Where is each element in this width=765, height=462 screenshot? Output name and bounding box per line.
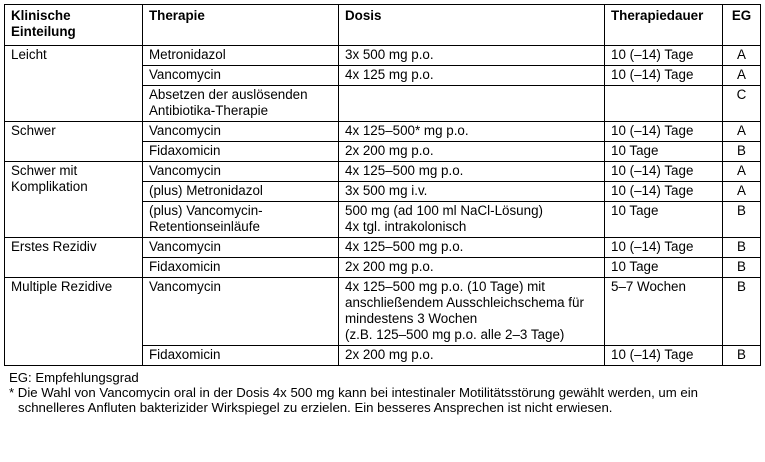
table-body: [5, 46, 761, 366]
therapy-cell: (plus) Metronidazol: [143, 182, 339, 202]
duration-cell: 10 (–14) Tage: [605, 122, 723, 142]
recommendation-grade-cell: A: [723, 162, 761, 182]
duration-cell: [605, 86, 723, 122]
dose-cell: 4x 125–500 mg p.o. (10 Tage) mit anschließendem Ausschleichschema für mindestens 3 Wochen (z.B. 125–500 mg p.o. alle 2–3 Tage): [339, 278, 605, 346]
duration-cell: 10 (–14) Tage: [605, 46, 723, 66]
category-cell: Schwer: [5, 122, 143, 162]
duration-cell: 10 (–14) Tage: [605, 66, 723, 86]
therapy-cell: Fidaxomicin: [143, 142, 339, 162]
recommendation-grade-cell: A: [723, 46, 761, 66]
therapy-cell: Vancomycin: [143, 238, 339, 258]
therapy-cell: Vancomycin: [143, 66, 339, 86]
recommendation-grade-cell: B: [723, 346, 761, 366]
therapy-cell: Vancomycin: [143, 278, 339, 346]
dose-cell: 3x 500 mg i.v.: [339, 182, 605, 202]
header-recommendation-grade: EG: [723, 5, 761, 46]
table-row: [5, 162, 761, 182]
duration-cell: 5–7 Wochen: [605, 278, 723, 346]
recommendation-grade-cell: C: [723, 86, 761, 122]
table-row: [5, 122, 761, 142]
recommendation-grade-cell: B: [723, 238, 761, 258]
dose-cell: 4x 125–500 mg p.o.: [339, 162, 605, 182]
dose-cell: 4x 125–500* mg p.o.: [339, 122, 605, 142]
recommendation-grade-cell: A: [723, 182, 761, 202]
therapy-table: [4, 4, 761, 366]
recommendation-grade-cell: B: [723, 202, 761, 238]
therapy-cell: Fidaxomicin: [143, 346, 339, 366]
footnote-note-line-2: schnelleres Anfluten bakterizider Wirkspiegel zu erzielen. Ein besseres Ansprechen ist nicht erwiesen.: [18, 400, 613, 415]
therapy-cell: Metronidazol: [143, 46, 339, 66]
duration-cell: 10 (–14) Tage: [605, 238, 723, 258]
recommendation-grade-cell: A: [723, 66, 761, 86]
therapy-cell: Absetzen der auslösenden Antibiotika-Therapie: [143, 86, 339, 122]
dose-cell: 4x 125 mg p.o.: [339, 66, 605, 86]
table-row: [5, 46, 761, 66]
footnotes: [9, 370, 765, 415]
dose-cell: 500 mg (ad 100 ml NaCl-Lösung) 4x tgl. intrakolonisch: [339, 202, 605, 238]
header-therapy: Therapie: [143, 5, 339, 46]
recommendation-grade-cell: B: [723, 142, 761, 162]
therapy-cell: Vancomycin: [143, 122, 339, 142]
category-cell: Erstes Rezidiv: [5, 238, 143, 278]
duration-cell: 10 (–14) Tage: [605, 182, 723, 202]
dose-cell: [339, 86, 605, 122]
duration-cell: 10 (–14) Tage: [605, 346, 723, 366]
duration-cell: 10 Tage: [605, 142, 723, 162]
recommendation-grade-cell: B: [723, 258, 761, 278]
table-row: [5, 238, 761, 258]
duration-cell: 10 Tage: [605, 202, 723, 238]
recommendation-grade-cell: A: [723, 122, 761, 142]
dose-cell: 2x 200 mg p.o.: [339, 142, 605, 162]
therapy-cell: Vancomycin: [143, 162, 339, 182]
footnote-legend: EG: Empfehlungsgrad: [9, 370, 139, 385]
recommendation-grade-cell: B: [723, 278, 761, 346]
table-header-row: [5, 5, 761, 46]
header-clinical-classification: Klinische Einteilung: [5, 5, 143, 46]
therapy-cell: Fidaxomicin: [143, 258, 339, 278]
dose-cell: 4x 125–500 mg p.o.: [339, 238, 605, 258]
dose-cell: 3x 500 mg p.o.: [339, 46, 605, 66]
header-dose: Dosis: [339, 5, 605, 46]
header-duration: Therapiedauer: [605, 5, 723, 46]
dose-cell: 2x 200 mg p.o.: [339, 258, 605, 278]
footnote-note-line-1: * Die Wahl von Vancomycin oral in der Dosis 4x 500 mg kann bei intestinaler Motilitätsstörung gewählt werden, um ein: [9, 385, 699, 400]
category-cell: Leicht: [5, 46, 143, 122]
table-row: [5, 278, 761, 346]
therapy-cell: (plus) Vancomycin-Retentionseinläufe: [143, 202, 339, 238]
dose-cell: 2x 200 mg p.o.: [339, 346, 605, 366]
duration-cell: 10 (–14) Tage: [605, 162, 723, 182]
category-cell: Multiple Rezidive: [5, 278, 143, 366]
category-cell: Schwer mit Komplikation: [5, 162, 143, 238]
duration-cell: 10 Tage: [605, 258, 723, 278]
